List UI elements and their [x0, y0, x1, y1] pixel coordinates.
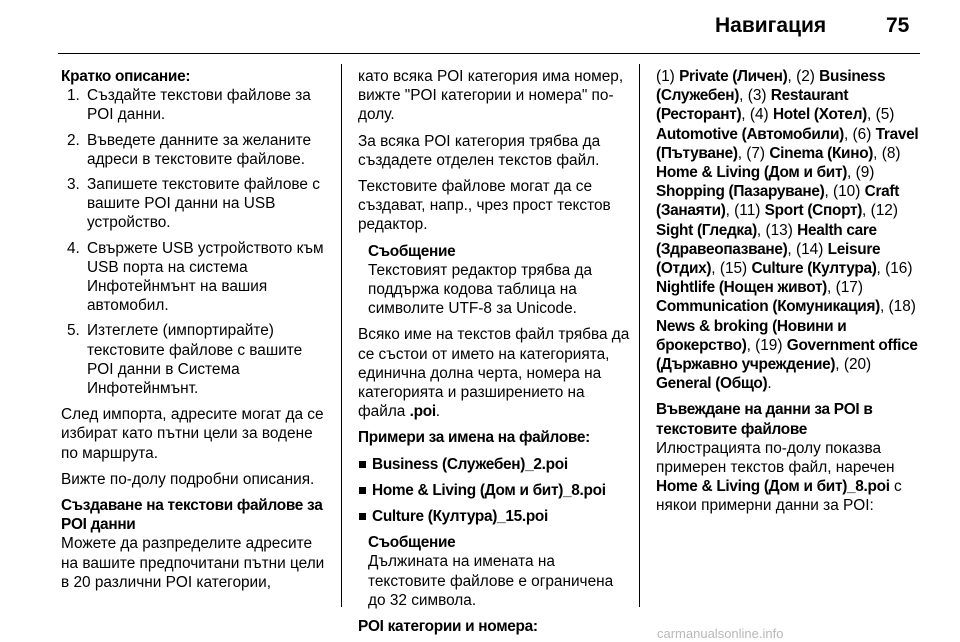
category-item: (13) Health care (Здравеопазване): [656, 221, 877, 258]
steps-list: [61, 86, 329, 398]
category-item: (9) Shopping (Пазаруване): [656, 164, 875, 201]
section-title: Навигация: [715, 14, 827, 37]
note-title: Съобщение: [368, 534, 456, 552]
list-item: 2. Въведете данните за желаните адреси в текстовите файлове.: [67, 131, 312, 168]
column-divider-1: [341, 64, 342, 607]
note-title: Съобщение: [368, 242, 456, 260]
bullet-square-icon: [359, 513, 366, 520]
note-box: [358, 242, 630, 319]
watermark: carmanualsonline.info: [657, 626, 784, 641]
category-item: (6) Travel (Пътуване): [656, 125, 919, 162]
category-item: (14) Leisure (Отдих): [656, 240, 881, 278]
column-3: [656, 67, 926, 523]
examples-list: [358, 455, 630, 527]
category-item: (15) Culture (Култура): [719, 260, 877, 278]
bullet-square-icon: [359, 487, 366, 494]
category-item: (8) Home & Living (Дом и бит): [656, 144, 901, 182]
note-text: Дължината на имената на текстовите файлове е ограничена до 32 символа.: [368, 553, 614, 609]
category-item: (19) Government office (Държавно учреждение): [656, 336, 918, 374]
category-item: (16) Nightlife (Нощен живот): [656, 260, 913, 297]
category-item: (18) News & broking (Новини и брокерство): [656, 298, 916, 354]
example-filename: Home & Living (Дом и бит)_8.poi: [656, 478, 890, 496]
paragraph: За всяка POI категория трябва да създадете отделен текстов файл.: [358, 132, 601, 169]
list-item: 5. Изтеглете (импортирайте) текстовите файлове с вашите POI данни в Система Инфотейнмънт.: [67, 322, 303, 398]
list-item: 3. Запишете текстовите файлове с вашите POI данни на USB устройство.: [67, 176, 320, 232]
category-item: (7) Cinema (Кино): [746, 144, 874, 162]
category-item: (4) Hotel (Хотел): [749, 106, 867, 124]
categories-list: (1) Private (Личен), (2) Business (Служебен), (3) Restaurant (Ресторант), (4) Hotel (Хотел), (5) Automotive (Автомобили), (6) Travel (Пътуване), (7) Cinema (Кино), (8) Home & Living (Дом и бит), (9) Shopping (Пазаруване), (10) Craft (Занаяти), (11) Sport (Спорт), (12) Sight (Гледка), (13) Health care (Здравеопазване), (14) Leisure (Отдих), (15) Culture (Култура), (16) Nightlife (Нощен живот), (17) Communication (Комуникация), (18) News & broking (Новини и брокерство), (19) Government office (Държавно учреждение), (20) General (Общо).: [656, 68, 919, 393]
category-item: (20) General (Общо): [656, 356, 872, 393]
column-2: [358, 67, 630, 636]
bullet-square-icon: [359, 461, 366, 468]
paragraph: като всяка POI категория има номер, вижте "POI категории и номера" по-долу.: [358, 68, 624, 124]
note-text: Текстовият редактор трябва да поддържа кодова таблица на символите UTF-8 за Unicode.: [368, 261, 593, 318]
list-item: Home & Living (Дом и бит)_8.poi: [358, 481, 630, 500]
category-item: (11) Sport (Спорт): [734, 202, 863, 220]
paragraph: Текстовите файлове могат да се създават, напр., чрез прост текстов редактор.: [358, 178, 611, 234]
category-item: (2) Business (Служебен): [656, 68, 886, 105]
section-heading: Създаване на текстови файлове за POI данни: [61, 497, 323, 534]
paragraph: Вижте по-долу подробни описания.: [61, 470, 315, 488]
header-rule: [58, 53, 920, 54]
column-1: [61, 67, 329, 599]
page-number: 75: [886, 14, 910, 37]
paragraph: Можете да разпределите адресите на вашите предпочитани пътни цели в 20 различни POI категории,: [61, 535, 325, 591]
list-item: Culture (Култура)_15.poi: [358, 507, 630, 526]
column-divider-2: [639, 64, 640, 607]
category-item: (1) Private (Личен): [656, 68, 788, 85]
list-item: Business (Служебен)_2.poi: [358, 455, 630, 474]
category-item: (12) Sight (Гледка): [656, 202, 898, 239]
list-item: 4. Свържете USB устройството към USB порта на система Инфотейнмънт на вашия автомобил.: [67, 239, 324, 315]
file-extension: .poi: [409, 403, 436, 421]
section-heading: POI категории и номера:: [358, 618, 538, 636]
category-item: (3) Restaurant (Ресторант): [656, 87, 849, 124]
examples-heading: Примери за имена на файлове:: [358, 429, 590, 447]
section-heading: Въвеждане на данни за POI в текстовите файлове: [656, 401, 873, 438]
note-box: [358, 533, 630, 610]
list-item: 1. Създайте текстови файлове за POI данни.: [67, 87, 311, 124]
paragraph: Всяко име на текстов файл трябва да се състои от името на категорията, единична долна черта, номера на категорията и разширението на файла .poi.: [358, 326, 630, 421]
paragraph: След импорта, адресите могат да се избират като пътни цели за водене по маршрута.: [61, 406, 324, 462]
paragraph: Илюстрацията по-долу показва примерен текстов файл, наречен Home & Living (Дом и бит)_8.poi с някои примерни данни за POI:: [656, 439, 902, 515]
category-item: (5) Automotive (Автомобили): [656, 106, 895, 143]
category-item: (17) Communication (Комуникация): [656, 279, 880, 316]
summary-heading: Кратко описание:: [61, 68, 191, 85]
category-item: (10) Craft (Занаяти): [656, 183, 900, 220]
